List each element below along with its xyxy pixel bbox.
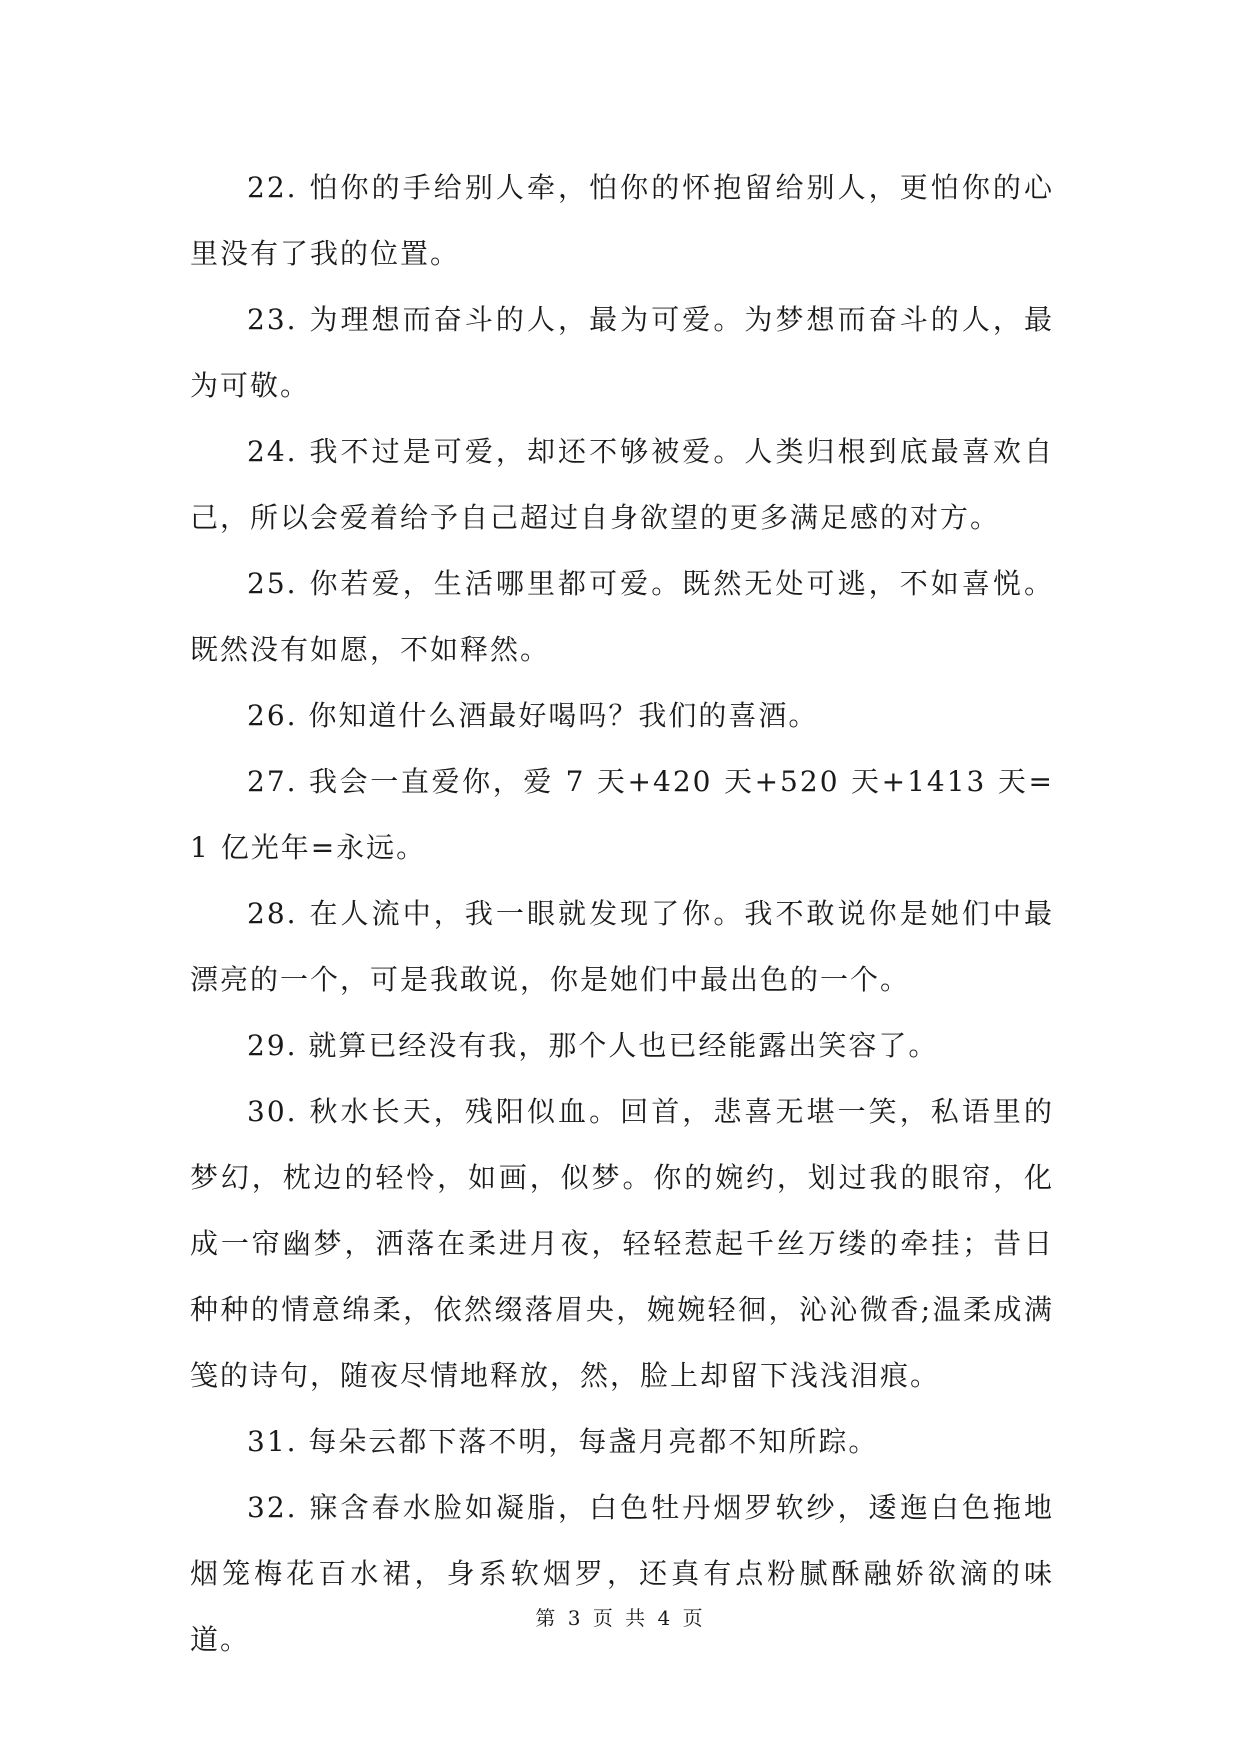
paragraph-25: 25. 你若爱，生活哪里都可爱。既然无处可逃，不如喜悦。既然没有如愿，不如释然。 xyxy=(190,567,1054,666)
paragraph-28: 28. 在人流中，我一眼就发现了你。我不敢说你是她们中最漂亮的一个，可是我敢说，你是她们中最出色的一个。 xyxy=(190,897,1054,996)
paragraph-22: 22. 怕你的手给别人牵，怕你的怀抱留给别人，更怕你的心里没有了我的位置。 xyxy=(190,171,1054,270)
paragraph-29: 29. 就算已经没有我，那个人也已经能露出笑容了。 xyxy=(247,1029,939,1062)
paragraph-24: 24. 我不过是可爱，却还不够被爱。人类归根到底最喜欢自己，所以会爱着给予自己超过自身欲望的更多满足感的对方。 xyxy=(190,435,1054,534)
paragraph-30: 30. 秋水长天，残阳似血。回首，悲喜无堪一笑，私语里的梦幻，枕边的轻怜，如画，似梦。你的婉约，划过我的眼帘，化成一帘幽梦，洒落在柔进月夜，轻轻惹起千丝万缕的牵挂；昔日种种的情意绵柔，依然缀落眉央，婉婉轻徊，沁沁微香;温柔成满笺的诗句，随夜尽情地释放，然，脸上却留下浅浅泪痕。 xyxy=(190,1095,1054,1392)
page-number-footer: 第 3 页 共 4 页 xyxy=(535,1606,706,1630)
paragraph-23: 23. 为理想而奋斗的人，最为可爱。为梦想而奋斗的人，最为可敬。 xyxy=(190,303,1054,402)
paragraph-31: 31. 每朵云都下落不明，每盏月亮都不知所踪。 xyxy=(247,1425,879,1458)
paragraph-32: 32. 寐含春水脸如凝脂，白色牡丹烟罗软纱，逶迤白色拖地烟笼梅花百水裙，身系软烟罗，还真有点粉腻酥融娇欲滴的味道。 xyxy=(190,1491,1054,1656)
document-body xyxy=(190,155,1054,1673)
paragraph-27: 27. 我会一直爱你，爱 7 天+420 天+520 天+1413 天=1 亿光年=永远。 xyxy=(190,765,1054,864)
paragraph-26: 26. 你知道什么酒最好喝吗？我们的喜酒。 xyxy=(247,699,819,732)
